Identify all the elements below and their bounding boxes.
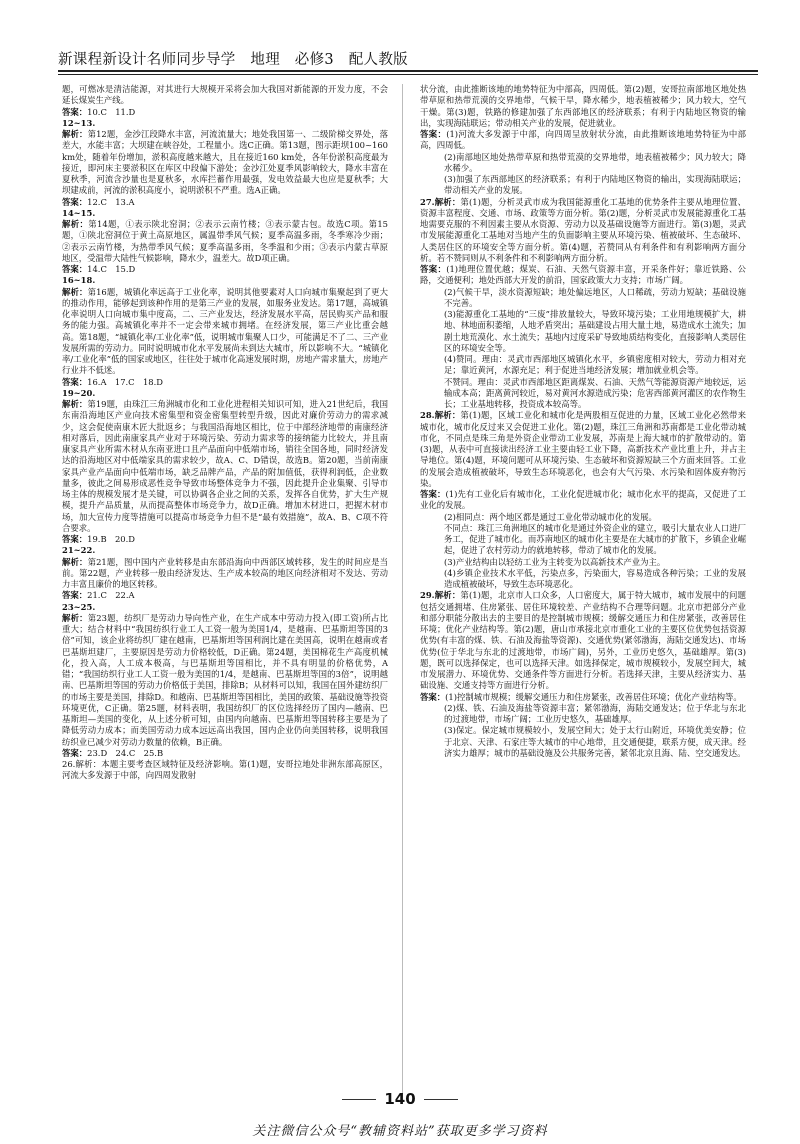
answer-block <box>420 264 746 287</box>
body-text: 题，可燃冰是清洁能源，对其进行大规模开采将会加大我国对新能源的开发力度，不会延长煤炭生产线。 <box>62 84 388 106</box>
analysis-text: 第23题，纺织厂是劳动力导向性产业，在生产成本中劳动力投入(即工资)所占比重大；结合材料中“我国纺织行业工人工资一般为美国1/4，是越南、巴基斯坦等国的3倍”可知，该企业将纺织厂建在越南，巴基斯坦等国利润比建在美国高，说明在越南或者巴基斯坦建厂，主要原因是劳动力价格较低，D正确。第24题，美国棉花生产高度机械化，投入高，人工成本极高，与巴基斯坦等国相比，并不具有明显的价格优势，A错；“我国纺织行业工人工资一般为美国的1/4，是越南、巴基斯坦等国的3倍”，说明越南、巴基斯坦等国的劳动力价格低于美国，排除B；从材料可以知，我国在国外建纺织厂的市场主要是美国，排除D。和越南、巴基斯坦等国相比，美国的政策、基础设施等投资环境更优，C正确。第25题，材料表明，我国纺织厂的区位选择经历了国内—越南、巴基斯坦—美国的变化，从上述分析可知，由国内向越南、巴基斯坦等国转移主要是为了降低劳动力成本；而美国劳动力成本远远高出我国，国内企业仍向美国转移，说明我国纺织业已减少对劳动力数量的依赖，B正确。 <box>62 612 388 747</box>
footer-note: 关注微信公众号“教辅资料站”获取更多学习资料 <box>252 1124 548 1139</box>
page-number-dash-right <box>424 1099 458 1100</box>
answer-block <box>420 129 746 152</box>
answer-block <box>62 590 388 601</box>
answer-continuation: (3)保定。保定城市规模较小，发展空间大；处于太行山附近，环境优美安静；位于北京、天津、石家庄等大城市的中心地带，且交通便捷，联系方便，成天津。经济实力雄厚；城市的基础设施及公共服务完善，紧邻北京且海、陆、空交通发达。 <box>444 725 746 758</box>
analysis-block <box>62 557 388 591</box>
answer-label: 答案： <box>62 264 88 274</box>
analysis-text: 第16题，城镇化率远高于工业化率，说明其他要素对人口向城市集聚起到了更大的推动作用，能够起到该种作用的是第三产业的发展，如服务业发达。第17题，高城镇化率说明人口向城市集中度高，二、三产业发达，经济发展水平高，居民购买产品和服务的能力强。高城镇化率并不一定会带来城市拥堵。在经济发展，第三产业比重会越高。第18题，“城镇化率/工业化率”低，说明城市集聚人口少，可能满足不了二、三产业发展所需的劳动力。同时说明城市化水平发展尚未到达大城市，所以影响不大。“城镇化率/工业化率”低的国家或地区，往往处于城市化高速发展时期，房地产需求量大，房地产行业并不低迷。 <box>62 286 388 376</box>
answer-text: 19.B 20.D <box>87 534 136 544</box>
header-title: 新课程新设计名师同步导学 地理 必修3 配人教版 <box>58 52 408 68</box>
answer-text: 23.D 24.C 25.B <box>87 747 164 758</box>
page-number <box>0 1090 800 1108</box>
answer-continuation: (4)赞同。理由：灵武市西部地区城镇化水平，乡镇密度相对较大，劳动力相对充足；靠近黄河，水源充足；利于促进当地经济发展；增加就业机会等。 <box>444 354 746 376</box>
answer-text: (1)先有工业化后有城市化，工业化促进城市化；城市化水平的提高，又促进了工业化的发展。 <box>420 489 746 511</box>
body-text: 状分流，由此推断该地的地势特征为中部高，四周低。第(2)题，安哥拉南部地区地处热带草原和热带荒漠的交界地带，气候干旱，降水稀少，地表植被稀少；风力较大，空气干燥。第(3)题，铁路的修建加强了东西部地区的经济联系；有利于内陆地区物资的输出，实现海陆联运；带动相关产业的发展，促进就业。 <box>420 84 746 128</box>
question-range: 21~22. <box>62 545 96 556</box>
analysis-label: 27.解析： <box>420 196 461 207</box>
analysis-block <box>62 399 388 534</box>
answer-label: 答案： <box>420 489 446 499</box>
answer-continuation: (2)相同点：两个地区都是通过工业化带动城市化的发展。 <box>444 511 657 522</box>
answer-label: 答案： <box>62 590 88 601</box>
page-header <box>58 44 758 74</box>
answer-continuation: 不赞同。理由：灵武市西部地区距离煤炭、石油、天然气等能源资源产地较远，运输成本高；距离黄河较近，易对黄河水源造成污染；危害西部黄河灌区的农作物生长；工业基地转移，投资成本较高等。 <box>444 376 746 409</box>
analysis-block <box>62 613 388 748</box>
analysis-text: 第21题，图中国内产业转移是由东部沿海向中西部区域转移，发生的时间应是当前。第22题，产业转移一般由经济发达、生产成本较高的地区向经济相对不发达、劳动力丰富且廉价的地区转移。 <box>62 556 388 589</box>
answer-text: 21.C 22.A <box>87 590 135 601</box>
question-range: 23~25. <box>62 601 96 612</box>
answer-continuation: (2)气候干旱，淡水资源短缺；地处偏远地区，人口稀疏，劳动力短缺；基础设施不完善。 <box>444 286 746 308</box>
answer-continuation: (4)乡镇企业技术水平低，污染点多，污染面大，容易造成各种污染；工业的发展造成植被破坏，导致生态环境恶化。 <box>444 567 746 589</box>
header-rule <box>58 70 758 72</box>
problem-text: 26.解析：本题主要考查区域特征及经济影响。第(1)题，安哥拉地处非洲东部高原区，河流大多发源于中部，向四周发散射 <box>62 759 388 781</box>
answer-block <box>62 748 388 759</box>
analysis-text: 第(1)题，北京市人口众多，人口密度大，属于特大城市，城市发展中的问题包括交通拥堵、住房紧张、居住环境较差、产业结构不合理等问题。北京市把部分产业和部分职能分散出去的主要目的是控制城市规模；缓解交通压力和住房紧张，改善居住环境；优化产业结构等。第(2)题，唐山市承接北京市重化工业的主要区位优势包括资源优势(有丰富的煤、铁、石油及海盐等资源)、交通优势(紧邻渤海，海陆交通发达)、市场优势(位于华北与东北的过渡地带，市场广阔)，另外，工业历史悠久，基础雄厚。第(3)题，既可以选择保定，也可以选择天津。如选择保定，城市规模较小，发展空间大，城市发展潜力、环境优势、交通条件等方面进行分析。若选择天津，主要从经济实力、基础设施、交通支持等方面进行分析。 <box>420 590 746 691</box>
analysis-text: 第(1)题，分析灵武市成为我国能源重化工基地的优势条件主要从地理位置、资源丰富程度、交通、市场、政策等方面分析。第(2)题，分析灵武市发展能源重化工基地需要克服的不利因素主要从水资源、劳动力以及基础设施等方面进行。第(3)题，灵武市发展能源重化工基地对当地产生的负面影响主要从环境污染、植被破坏、生态破坏、人类居住区的环境安全等方面分析。第(4)题，若赞同从有利条件和有利影响两方面分析。若不赞同则从不利条件和不利影响两方面分析。 <box>420 196 746 263</box>
analysis-label: 解析： <box>62 399 88 409</box>
analysis-label: 解析： <box>62 556 88 567</box>
answer-text: (1)地理位置优越；煤炭、石油、天然气资源丰富，开采条件好；靠近铁路、公路，交通便利；地处西部大开发的前沿，国家政策大力支持；市场广阔。 <box>420 264 746 286</box>
answer-label: 答案： <box>62 376 88 387</box>
page-number-text: 140 <box>384 1090 416 1108</box>
answer-text: 12.C 13.A <box>87 196 135 207</box>
analysis-label: 解析： <box>62 612 88 623</box>
answer-label: 答案： <box>420 129 447 139</box>
analysis-label: 28.解析： <box>420 410 461 421</box>
page-number-dash-left <box>342 1099 376 1100</box>
answer-block <box>420 692 746 703</box>
answer-block <box>62 197 388 208</box>
analysis-block <box>62 129 388 197</box>
analysis-text: 第(1)题，区域工业化和城市化是两股相互促进的力量，区域工业化必然带来城市化，城市化反过来又会促进工业化。第(2)题，珠江三角洲和苏南都是工业化带动城市化，不同点是珠三角是外资企业带动工业发展，苏南是上海大城市的扩散带动的。第(3)题，从表中可直接读出经济工业主要由轻工业下降，高新技术产业比重上升，并占主导地位。第(4)题，环境问题可从环境污染、生态破坏和资源短缺三个方面来回答。工业的发展会造成植被破坏，导致生态环境恶化，也会有大气污染、水污染和固体废弃物污染。 <box>420 410 746 488</box>
answer-block <box>62 107 388 118</box>
question-range: 12~13. <box>62 117 96 128</box>
answer-block <box>62 377 388 388</box>
answer-block <box>62 264 388 275</box>
header-rule-thin <box>58 74 758 75</box>
answer-label: 答案： <box>62 106 88 117</box>
analysis-text: 第19题，由珠江三角洲城市化和工业化进程相关知识可知，进入21世纪后，我国东南沿海地区产业向技术密集型和资金密集型转型升级，因此对廉价劳动力的需求减少，这会促使南康木匠大批返乡；与我国沿海地区相比，位于中部经济地带的南康经济相对落后，因此南康家具产业对于环境污染、劳动力需求等的接纳能力比较大，并且南康家具产业所需木材从东南亚进口且产品面向中低端市场，销往全国各地，同时经济发达的沿海地区对中低端家具的需求较少，故A、C、D错误，故选B。第20题，当前南康家具产业产品面向中低端市场，缺乏品牌产品，产品的附加值低，获得利润低，企业数量多，彼此之间易形成恶性竞争导致市场整体竞争力不强，因此提升企业集聚、引导市场主体的规模发展才是关键，可以协调各企业之间的关系，发挥各自优势，扩大生产规模，提升产品质量，从而提高整体市场竞争力，故D正确。增加木材进口，把握木材市场，加大宣传力度等措施可以提高市场竞争力但不是“最有效措施”，故A、B、C项不符合要求。 <box>62 399 388 533</box>
analysis-block <box>62 287 388 377</box>
answer-continuation: 不同点：珠江三角洲地区的城市化是通过外资企业的建立，吸引大量农业人口进厂务工，促进了城市化。而苏南地区的城市化主要是在大城市的扩散下，乡镇企业崛起，促进了农村劳动力的就地转移，带动了城市化的发展。 <box>444 522 746 556</box>
answer-continuation: (3)能源重化工基地的“三废”排放量较大，导致环境污染；工业用地规模扩大，耕地、林地面积萎缩，人地矛盾突出；基础建设占用大量土地，易造成水土流失；加剧土地荒漠化、水土流失；基地内过度采矿导致地质结构变化，直接影响人类居住区的环境安全等。 <box>444 309 746 353</box>
answer-text: (1)河流大多发源于中部，向四周呈放射状分流，由此推断该地地势特征为中部高，四周低。 <box>420 129 746 151</box>
analysis-block <box>420 410 746 489</box>
analysis-block <box>420 197 746 265</box>
question-range: 19~20. <box>62 387 96 398</box>
answer-block <box>420 489 746 512</box>
answer-label: 答案： <box>62 196 88 207</box>
answer-label: 答案： <box>62 534 88 544</box>
analysis-block <box>62 219 388 264</box>
answer-text: 10.C 11.D <box>87 106 136 117</box>
right-column <box>420 84 746 1094</box>
answer-text: (1)控制城市规模；缓解交通压力和住房紧张，改善居住环境；优化产业结构等。 <box>445 691 742 702</box>
left-column <box>62 84 388 1094</box>
answer-text: 16.A 17.C 18.D <box>87 376 164 387</box>
question-range: 16~18. <box>62 275 96 286</box>
answer-continuation: (3)产业结构由以轻纺工业为主转变为以高新技术产业为主。 <box>444 556 666 567</box>
analysis-label: 解析： <box>62 286 88 297</box>
analysis-label: 解析： <box>62 219 89 229</box>
analysis-text: 第12题，金沙江段降水丰富，河流流量大；地处我国第一、二级阶梯交界处，落差大，水能丰富；大坝建在峡谷处，工程量小。选C正确。第13题，图示距坝100~160 km处，随着年份增加，淤积高度越来越大，且在接近160 km处，各年份淤积高度最为接近，即河床主要淤积区在库区中段偏下游处；金沙江处夏季风影响较大，降水丰富在夏秋季，河流含沙量也是夏秋多，水库拦蓄作用最强，发电效益最大也应是夏秋季；大坝建成前，河流的淤积高度小，说明淤积不严重。选A正确。 <box>62 129 388 196</box>
answer-label: 答案： <box>62 747 88 758</box>
analysis-block <box>420 590 746 691</box>
question-range: 14~15. <box>62 207 96 218</box>
analysis-text: 第14题，①表示陕北窑洞；②表示云南竹楼；③表示蒙古包。故选C项。第15题，①陕北窑洞位于黄土高原地区，属温带季风气候；夏季高温多雨，冬季寒冷少雨；②表示云南竹楼，为热带季风气候；夏季高温多雨，冬季温和少雨；③表示内蒙古草原地区，受温带大陆性气候影响，降水少，温差大。故D项正确。 <box>62 219 388 263</box>
answer-continuation: (2)南部地区地处热带草原和热带荒漠的交界地带，地表植被稀少；风力较大；降水稀少。 <box>444 151 746 173</box>
answer-label: 答案： <box>420 691 446 702</box>
answer-label: 答案： <box>420 264 447 274</box>
answer-continuation: (2)煤、铁、石油及海盐等资源丰富；紧邻渤海，海陆交通发达；位于华北与东北的过渡地带，市场广阔；工业历史悠久，基础雄厚。 <box>444 702 746 724</box>
answer-text: 14.C 15.D <box>87 264 136 274</box>
answer-block <box>62 534 388 545</box>
answer-continuation: (3)加强了东西部地区的经济联系；有利于内陆地区物资的输出，实现海陆联运；带动相关产业的发展。 <box>444 174 746 196</box>
analysis-label: 解析： <box>62 129 88 139</box>
column-divider <box>402 84 403 1094</box>
analysis-label: 29.解析： <box>420 590 461 601</box>
